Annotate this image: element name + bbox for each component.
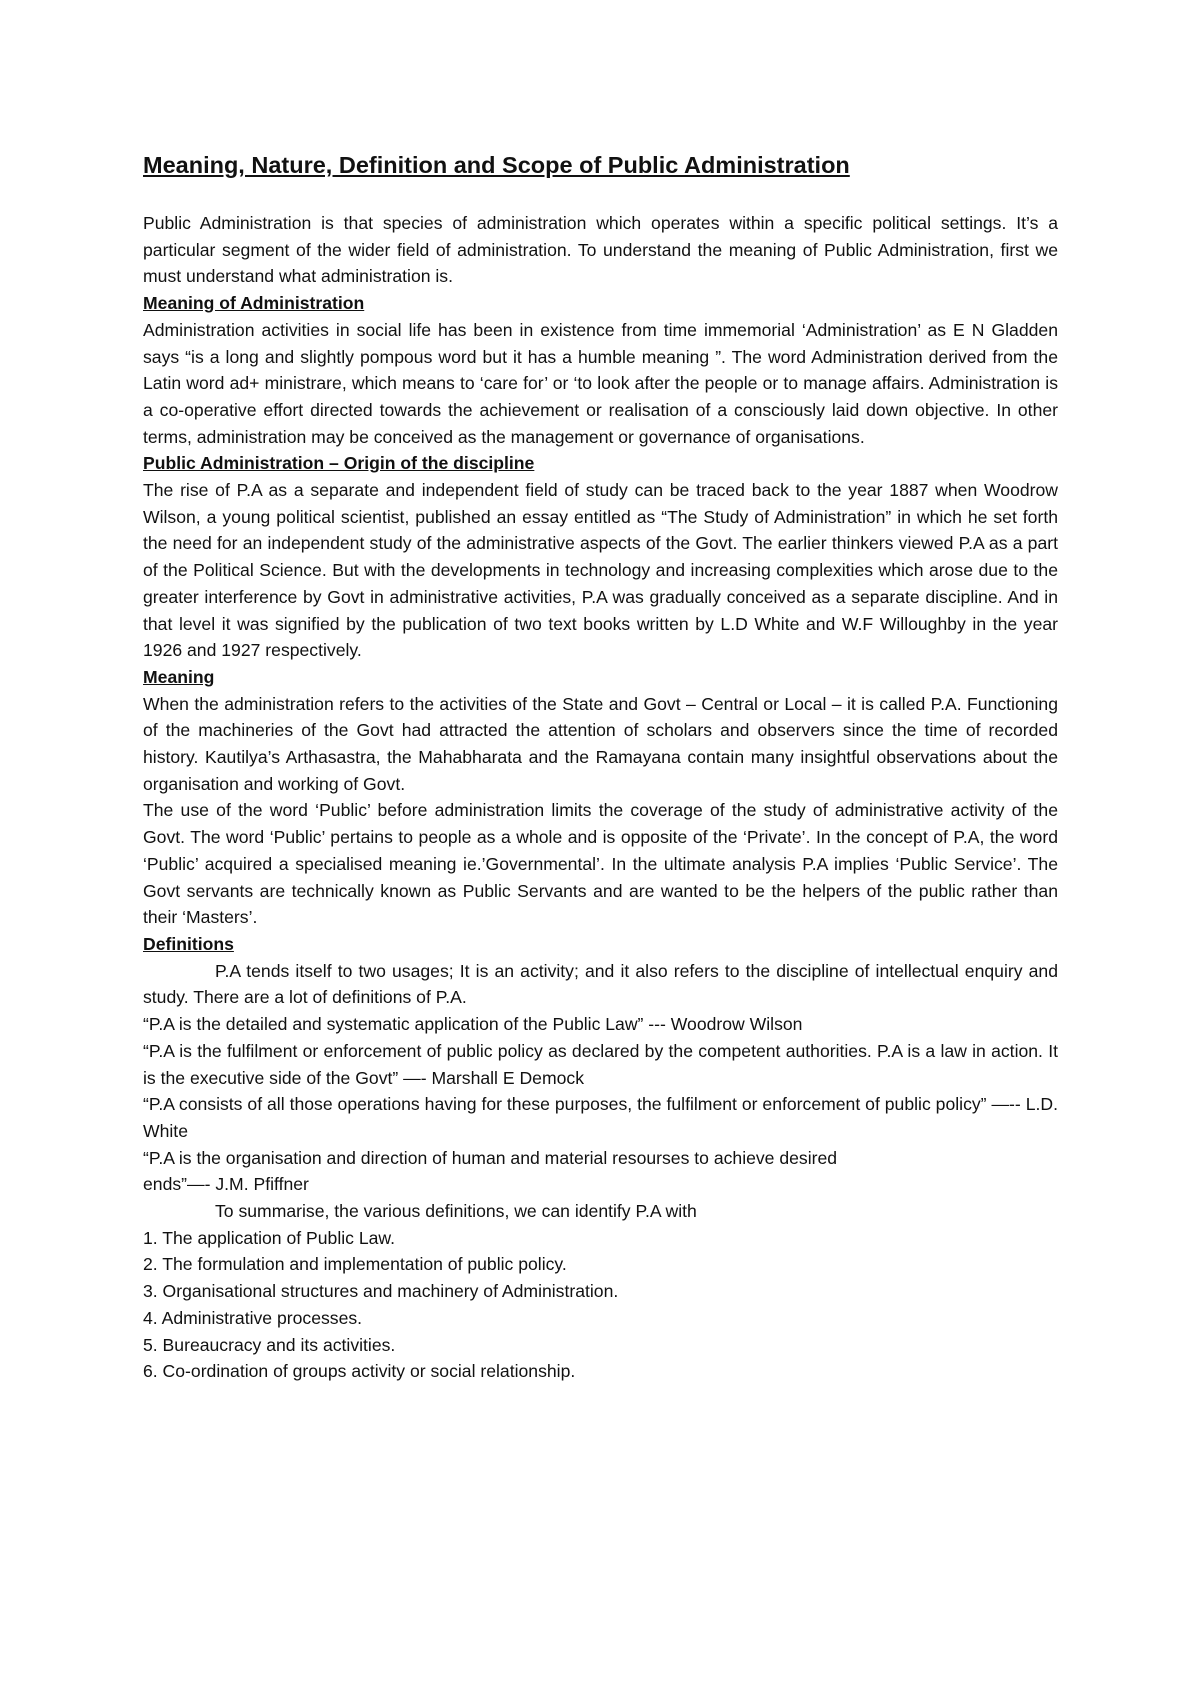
list-item: 2. The formulation and implementation of public policy. [143, 1254, 567, 1275]
definition-quote-demock: “P.A is the fulfilment or enforcement of public policy as declared by the competent authorities. P.A is a law in action. It is the executive side of the Govt” —- Marshall E Demock [143, 1040, 1058, 1088]
list-item: 5. Bureaucracy and its activities. [143, 1334, 396, 1355]
section-paragraph: When the administration refers to the activities of the State and Govt – Central or Local – it is called P.A. Functioning of the machineries of the Govt had attracted the attention of scholars and observers since the time of recorded history. Kautilya’s Arthasastra, the Mahabharata and the Ramayana contain many insightful observations about the organisation and working of Govt. [143, 693, 1058, 794]
section-heading-meaning: Meaning [143, 666, 215, 687]
section-heading-definitions: Definitions [143, 933, 234, 954]
summary-intro: To summarise, the various definitions, we can identify P.A with [215, 1201, 697, 1222]
list-item: 6. Co-ordination of groups activity or social relationship. [143, 1361, 576, 1382]
section-heading-origin-of-discipline: Public Administration – Origin of the discipline [143, 453, 535, 474]
list-item: 3. Organisational structures and machinery of Administration. [143, 1281, 619, 1302]
section-paragraph: The rise of P.A as a separate and independent field of study can be traced back to the year 1887 when Woodrow Wilson, a young political scientist, published an essay entitled as “The Study of Administration” in which he set forth the need for an independent study of the administrative aspects of the Govt. The earlier thinkers viewed P.A as a part of the Political Science. But with the developments in technology and increasing complexities which arose due to the greater interference by Govt in administrative activities, P.A was gradually conceived as a separate discipline. And in that level it was signified by the publication of two text books written by L.D White and W.F Willoughby in the year 1926 and 1927 respectively. [143, 480, 1058, 661]
section-paragraph: The use of the word ‘Public’ before administration limits the coverage of the study of administrative activity of the Govt. The word ‘Public’ pertains to people as a whole and is opposite of the ‘Private’. In the concept of P.A, the word ‘Public’ acquired a specialised meaning ie.’Governmental’. In the ultimate analysis P.A implies ‘Public Service’. The Govt servants are technically known as Public Servants and are wanted to be the helpers of the public rather than their ‘Masters’. [143, 800, 1058, 928]
document-title: Meaning, Nature, Definition and Scope of Public Administration [143, 152, 850, 178]
list-item: 1. The application of Public Law. [143, 1227, 396, 1248]
intro-paragraph: Public Administration is that species of administration which operates within a specific political settings. It’s a particular segment of the wider field of administration. To understand the meaning of Public Administration, first we must understand what administration is. [143, 213, 1058, 287]
definition-quote-pfiffner-line1: “P.A is the organisation and direction of human and material resourses to achieve desired [143, 1147, 838, 1168]
definitions-intro: P.A tends itself to two usages; It is an activity; and it also refers to the discipline of intellectual enquiry and study. There are a lot of definitions of P.A. [143, 960, 1058, 1008]
list-item: 4. Administrative processes. [143, 1307, 363, 1328]
definition-quote-white: “P.A consists of all those operations having for these purposes, the fulfilment or enforcement of public policy” —-- L.D. White [143, 1094, 1058, 1141]
document-page [143, 150, 1058, 1385]
section-paragraph: Administration activities in social life has been in existence from time immemorial ‘Administration’ as E N Gladden says “is a long and slightly pompous word but it has a humble meaning ”. The word Administration derived from the Latin word ad+ ministrare, which means to ‘care for’ or ‘to look after the people or to manage affairs. Administration is a co-operative effort directed towards the achievement or realisation of a consciously laid down objective. In other terms, administration may be conceived as the management or governance of organisations. [143, 319, 1058, 447]
definition-quote-pfiffner-line2: ends”—- J.M. Pfiffner [143, 1174, 309, 1195]
summary-list [143, 1225, 1058, 1385]
definition-quote-wilson: “P.A is the detailed and systematic application of the Public Law” --- Woodrow Wilson [143, 1014, 803, 1035]
section-heading-meaning-of-administration: Meaning of Administration [143, 293, 365, 314]
